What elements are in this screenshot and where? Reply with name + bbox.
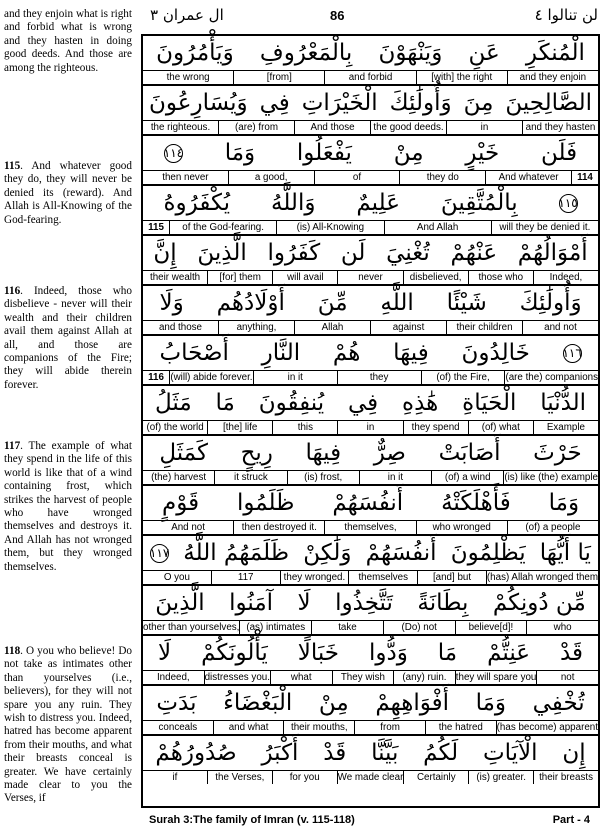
arabic-word: وَأُولَٰئِكَ	[519, 290, 582, 316]
gloss-word: in	[338, 420, 403, 434]
arabic-word: مِنَ	[463, 90, 494, 116]
arabic-word: الدُّنْيَا	[540, 390, 587, 416]
gloss-word: [and] but	[418, 570, 487, 584]
gloss-word: and they enjoin	[508, 70, 598, 84]
gloss-word: the Verses,	[208, 770, 273, 784]
arabic-word: صِرٌّ	[373, 440, 406, 466]
arabic-word: كَفَرُوا	[267, 240, 321, 266]
gloss-word: their children	[447, 320, 523, 334]
arabic-word: شَيْئًا	[446, 290, 487, 316]
arabic-word: وَاللَّهُ	[270, 190, 316, 216]
gloss-word: (is) frost,	[288, 470, 360, 484]
arabic-word: أَمْوَالُهُمْ	[517, 240, 588, 266]
gloss-word: and those	[143, 320, 219, 334]
verse-row	[143, 284, 598, 334]
gloss-line	[143, 720, 598, 734]
arabic-word: بِطَانَةً	[417, 590, 469, 616]
verse-row	[143, 684, 598, 734]
gloss-word: We made clear	[337, 772, 404, 783]
gloss-word: Certainly	[404, 770, 469, 784]
verse-row	[143, 34, 598, 84]
arabic-word: وَمَا	[475, 690, 507, 716]
gloss-word: in	[447, 120, 523, 134]
gloss-word: then destroyed it.	[234, 520, 325, 534]
arabic-word: لَا	[297, 590, 311, 616]
arabic-word: الَّذِينَ	[197, 240, 247, 266]
gloss-word: they will spare you	[455, 672, 537, 683]
arabic-line	[143, 534, 598, 570]
arabic-word: أَوْلَادُهُم	[216, 290, 285, 316]
verse-number-cell: 116	[143, 370, 170, 384]
gloss-word: (are) from	[219, 120, 295, 134]
gloss-word: conceals	[143, 720, 214, 734]
arabic-word: الَّذِينَ	[155, 590, 205, 616]
arabic-line	[143, 184, 598, 220]
gloss-word: (are the) companions	[505, 372, 599, 383]
arabic-word: الْآيَاتِ	[482, 740, 538, 766]
gloss-word: it struck	[215, 470, 287, 484]
gloss-line	[143, 770, 598, 784]
footer-part: Part - 4	[552, 814, 590, 826]
gloss-word: (of) the Fire,	[422, 370, 506, 384]
translation-paragraph: 118. O you who believe! Do not take as intimates other than yourselves (i.e., believers), for they will not spare you any ruin. They wish to distress you. Indeed, hatred has become apparent from their mouths, and what their breasts conceal is greater. We have certainly made clear to you the Verses, if	[4, 645, 132, 805]
arabic-word: هُمْ	[332, 340, 361, 366]
verse-row	[143, 84, 598, 134]
arabic-word: ظَلَمَهُمُ اللَّهُ	[183, 540, 290, 566]
gloss-line	[143, 470, 598, 484]
gloss-word: (any) ruin.	[394, 670, 456, 684]
gloss-word: (will) abide forever.	[170, 372, 253, 383]
gloss-word: they do	[400, 170, 486, 184]
gloss-word: anything,	[219, 320, 295, 334]
gloss-word: and forbid	[325, 70, 416, 84]
translation-paragraph: 117. The example of what they spend in the life of this world is like that of a wind containing frost, which strikes the harvest of people who have wronged themselves and destroys it. And Allah has not wronged them, but they wronged themselves.	[4, 440, 132, 573]
arabic-word: يُنفِقُونَ	[258, 390, 325, 416]
arabic-word: لَكُمُ	[423, 740, 459, 766]
arabic-word: وَمَا	[224, 140, 256, 166]
verse-end-marker: ١١٥	[559, 194, 578, 213]
gloss-word: the hatred	[426, 720, 497, 734]
gloss-word: will avail	[273, 270, 338, 284]
arabic-word: عَلِيمٌ	[356, 190, 400, 216]
gloss-word: believe[d]!	[456, 620, 528, 634]
gloss-word: (is) like (the) example	[504, 472, 598, 483]
arabic-word: أَكْبَرُ	[261, 740, 299, 766]
arabic-word: الْبَغْضَاءُ	[223, 690, 293, 716]
arabic-word: صُدُورُهُمْ	[155, 740, 237, 766]
gloss-line	[143, 220, 598, 234]
arabic-line	[143, 84, 598, 120]
gloss-word: (of) what	[469, 420, 534, 434]
verse-row	[143, 134, 598, 184]
gloss-word: (has) Allah wronged them	[486, 572, 598, 583]
arabic-word: وَمَا	[548, 490, 580, 516]
gloss-line	[143, 520, 598, 534]
gloss-line	[143, 620, 598, 634]
gloss-word: (as) intimates	[240, 620, 312, 634]
arabic-line	[143, 334, 598, 370]
gloss-line	[143, 170, 598, 184]
word-by-word-grid	[141, 34, 600, 806]
arabic-line	[143, 584, 598, 620]
arabic-word: أَنفُسَهُمْ	[332, 490, 404, 516]
arabic-word: بِالْمَعْرُوفِ	[259, 40, 353, 66]
gloss-word: [with] the right	[417, 70, 508, 84]
gloss-line	[143, 570, 598, 584]
verse-number: 117	[4, 440, 21, 452]
arabic-word: تَتَّخِذُوا	[335, 590, 393, 616]
gloss-word: for you	[273, 770, 338, 784]
gloss-line	[143, 270, 598, 284]
arabic-word: مَا	[437, 640, 458, 666]
arabic-word: وَأُولَٰئِكَ	[389, 90, 452, 116]
gloss-word: the righteous.	[143, 120, 219, 134]
gloss-word: other than yourselves,	[143, 622, 240, 633]
arabic-word: النَّارِ	[261, 340, 301, 366]
gloss-word: against	[371, 320, 447, 334]
arabic-word: قَدْ	[559, 640, 584, 666]
gloss-word: and what	[214, 720, 285, 734]
gloss-line	[143, 320, 598, 334]
arabic-word: وَيَنْهَوْنَ	[378, 40, 443, 66]
gloss-word: [for] them	[208, 270, 273, 284]
gloss-line	[143, 670, 598, 684]
footer-surah: Surah 3:The family of Imran (v. 115-118)	[149, 814, 355, 826]
verse-number-cell: 114	[572, 170, 598, 184]
arabic-word: الصَّالِحِينَ	[505, 90, 593, 116]
gloss-line	[143, 420, 598, 434]
gloss-word: (has become) apparent	[496, 722, 598, 733]
arabic-word: وَلَا	[159, 290, 184, 316]
gloss-word: Allah	[295, 320, 371, 334]
gloss-word: [the] life	[208, 420, 273, 434]
arabic-word: مِنْ	[318, 690, 349, 716]
arabic-word: يَظْلِمُونَ	[450, 540, 526, 566]
gloss-word: and not	[523, 320, 598, 334]
gloss-line	[143, 120, 598, 134]
verse-end-marker: ١١٦	[563, 344, 582, 363]
arabic-word: آمَنُوا	[229, 590, 274, 616]
arabic-word: فِي	[347, 390, 379, 416]
arabic-line	[143, 634, 598, 670]
arabic-word: قَوْمٍ	[162, 490, 200, 516]
arabic-word: خَيْرٍ	[465, 140, 500, 166]
juz-name-header: لن تنالوا ٤	[534, 6, 598, 24]
gloss-word: their mouths,	[284, 720, 355, 734]
gloss-word: this	[273, 420, 338, 434]
gloss-word: they wronged.	[281, 570, 350, 584]
arabic-word: أَصْحَابُ	[159, 340, 229, 366]
arabic-word: وَيُسَارِعُونَ	[149, 90, 248, 116]
arabic-word: حَرْثَ	[533, 440, 582, 466]
gloss-word: those who	[469, 270, 534, 284]
arabic-line	[143, 34, 598, 70]
verse-number: 115	[4, 160, 21, 172]
arabic-word: مِّنَ	[317, 290, 348, 316]
gloss-line	[143, 370, 598, 384]
arabic-word: عَنْهُمْ	[450, 240, 498, 266]
arabic-word: قَدْ	[323, 740, 347, 766]
gloss-word: in it	[254, 370, 338, 384]
verse-row	[143, 434, 598, 484]
verse-row	[143, 584, 598, 634]
gloss-word: 117	[212, 570, 281, 584]
gloss-word: then never	[143, 170, 229, 184]
verse-number: 116	[4, 285, 21, 297]
arabic-word: فِيهَا	[305, 440, 342, 466]
gloss-word: their breasts	[534, 770, 598, 784]
arabic-word: فِيهَا	[393, 340, 429, 366]
arabic-word: الْحَيَاةِ	[462, 390, 517, 416]
gloss-word: distresses you.	[204, 672, 270, 683]
gloss-word: And Allah	[385, 220, 492, 234]
gloss-word: And not	[143, 520, 234, 534]
verse-row	[143, 384, 598, 434]
gloss-word: themselves	[349, 570, 418, 584]
gloss-word: of	[315, 170, 401, 184]
arabic-word: أَفْوَاهِهِمْ	[375, 690, 450, 716]
verse-row	[143, 484, 598, 534]
gloss-word: (Do) not	[384, 620, 456, 634]
gloss-word: They wish	[333, 670, 395, 684]
arabic-word: بَيَّنَّا	[371, 740, 399, 766]
gloss-word: O you	[143, 570, 212, 584]
arabic-word: خَالِدُونَ	[461, 340, 530, 366]
gloss-word: not	[537, 670, 598, 684]
arabic-word: وَيَأْمُرُونَ	[156, 40, 234, 66]
translation-paragraph: 116. Indeed, those who disbelieve - never will their wealth and their children avail them against Allah at all, and those are companions of the Fire; they will abide therein forever.	[4, 285, 132, 391]
verse-row	[143, 634, 598, 684]
page-footer	[141, 806, 600, 834]
gloss-word: a good,	[229, 170, 315, 184]
arabic-word: هَٰذِهِ	[402, 390, 439, 416]
arabic-word: فَلَن	[540, 140, 578, 166]
gloss-word: of the God-fearing.	[170, 220, 277, 234]
arabic-word: يَأْلُونَكُمْ	[201, 640, 268, 666]
arabic-word: الْخَيْرَاتِ	[301, 90, 378, 116]
arabic-line	[143, 734, 598, 770]
gloss-word: they spend	[404, 420, 469, 434]
arabic-word: وَلَٰكِنْ	[303, 540, 352, 566]
verse-row	[143, 234, 598, 284]
arabic-line	[143, 134, 598, 170]
gloss-word: (of) a people	[508, 520, 598, 534]
arabic-word: رِيحٍ	[240, 440, 273, 466]
arabic-line	[143, 484, 598, 520]
gloss-word: and they hasten	[523, 120, 598, 134]
gloss-word: And whatever	[486, 170, 572, 184]
gloss-word: in it	[360, 470, 432, 484]
gloss-word: who wronged	[417, 520, 508, 534]
gloss-line	[143, 70, 598, 84]
arabic-line	[143, 684, 598, 720]
arabic-word: بَدَتِ	[156, 690, 197, 716]
arabic-word: وَدُّوا	[368, 640, 408, 666]
gloss-word: take	[312, 620, 384, 634]
arabic-word: أَصَابَتْ	[438, 440, 501, 466]
gloss-word: themselves,	[325, 520, 416, 534]
arabic-word: فَأَهْلَكَتْهُ	[441, 490, 511, 516]
gloss-word: Indeed,	[534, 270, 598, 284]
gloss-word: they	[338, 370, 422, 384]
arabic-word: تُخْفِي	[532, 690, 585, 716]
gloss-word: the good deeds.	[371, 120, 447, 134]
arabic-word: مِنْ	[393, 140, 424, 166]
page-number: 86	[330, 8, 345, 23]
gloss-word: (of) the world	[143, 420, 208, 434]
arabic-word: كَمَثَلِ	[159, 440, 208, 466]
arabic-word: لَن	[340, 240, 366, 266]
gloss-word: who	[527, 620, 598, 634]
arabic-word: عَنِ	[468, 40, 500, 66]
arabic-word: يُكْفَرُوهُ	[163, 190, 231, 216]
arabic-word: ظَلَمُوا	[236, 490, 295, 516]
arabic-line	[143, 284, 598, 320]
verse-end-marker: ١١٧	[150, 544, 169, 563]
gloss-word: never	[338, 270, 403, 284]
gloss-word: their wealth	[143, 270, 208, 284]
arabic-word: لَا	[157, 640, 172, 666]
gloss-word: (of) a wind	[432, 470, 504, 484]
translation-paragraph: 115. And whatever good they do, they will never be denied its (reward). And Allah is All-Knowing of the God-fearing.	[4, 160, 132, 226]
gloss-word: what	[271, 670, 333, 684]
arabic-word: عَنِتُّمْ	[487, 640, 530, 666]
arabic-word: بِالْمُتَّقِينَ	[440, 190, 518, 216]
verse-row	[143, 334, 598, 384]
gloss-word: if	[143, 770, 208, 784]
verse-number: 118	[4, 645, 21, 657]
arabic-line	[143, 434, 598, 470]
verse-row	[143, 184, 598, 234]
gloss-word: from	[355, 720, 426, 734]
verse-number-cell: 115	[143, 220, 170, 234]
arabic-word: تُغْنِيَ	[386, 240, 430, 266]
arabic-word: الْمُنكَرِ	[525, 40, 585, 66]
gloss-word: And those	[295, 120, 371, 134]
surah-name-header: ال عمران ٣	[150, 6, 224, 24]
translation-paragraph: and they enjoin what is right and forbid what is wrong and they hasten in doing good deeds. And those are among the righteous.	[4, 8, 132, 74]
gloss-word: will they be denied it.	[492, 220, 598, 234]
verse-row	[143, 534, 598, 584]
verse-row	[143, 734, 598, 784]
arabic-line	[143, 234, 598, 270]
arabic-word: يَا أَيُّهَا	[539, 540, 591, 566]
arabic-word: مِّن دُونِكُمْ	[492, 590, 586, 616]
gloss-word: (the) harvest	[143, 470, 215, 484]
gloss-word: Indeed,	[143, 670, 205, 684]
arabic-word: مَثَلُ	[155, 390, 192, 416]
arabic-word: فِي	[259, 90, 290, 116]
gloss-word: [from]	[234, 70, 325, 84]
gloss-word: the wrong	[143, 70, 234, 84]
arabic-line	[143, 384, 598, 420]
gloss-word: (is) All-Knowing	[277, 220, 384, 234]
arabic-word: إِن	[562, 740, 586, 766]
arabic-word: يَفْعَلُوا	[296, 140, 352, 166]
arabic-word: خَبَالًا	[297, 640, 340, 666]
arabic-word: إِنَّ	[153, 240, 177, 266]
gloss-word: (is) greater.	[469, 770, 534, 784]
gloss-word: Example	[534, 420, 598, 434]
arabic-word: أَنفُسَهُمْ	[365, 540, 437, 566]
arabic-word: اللَّهِ	[380, 290, 414, 316]
verse-end-marker: ١١٤	[164, 144, 183, 163]
gloss-word: disbelieved,	[404, 270, 469, 284]
arabic-word: مَا	[215, 390, 235, 416]
